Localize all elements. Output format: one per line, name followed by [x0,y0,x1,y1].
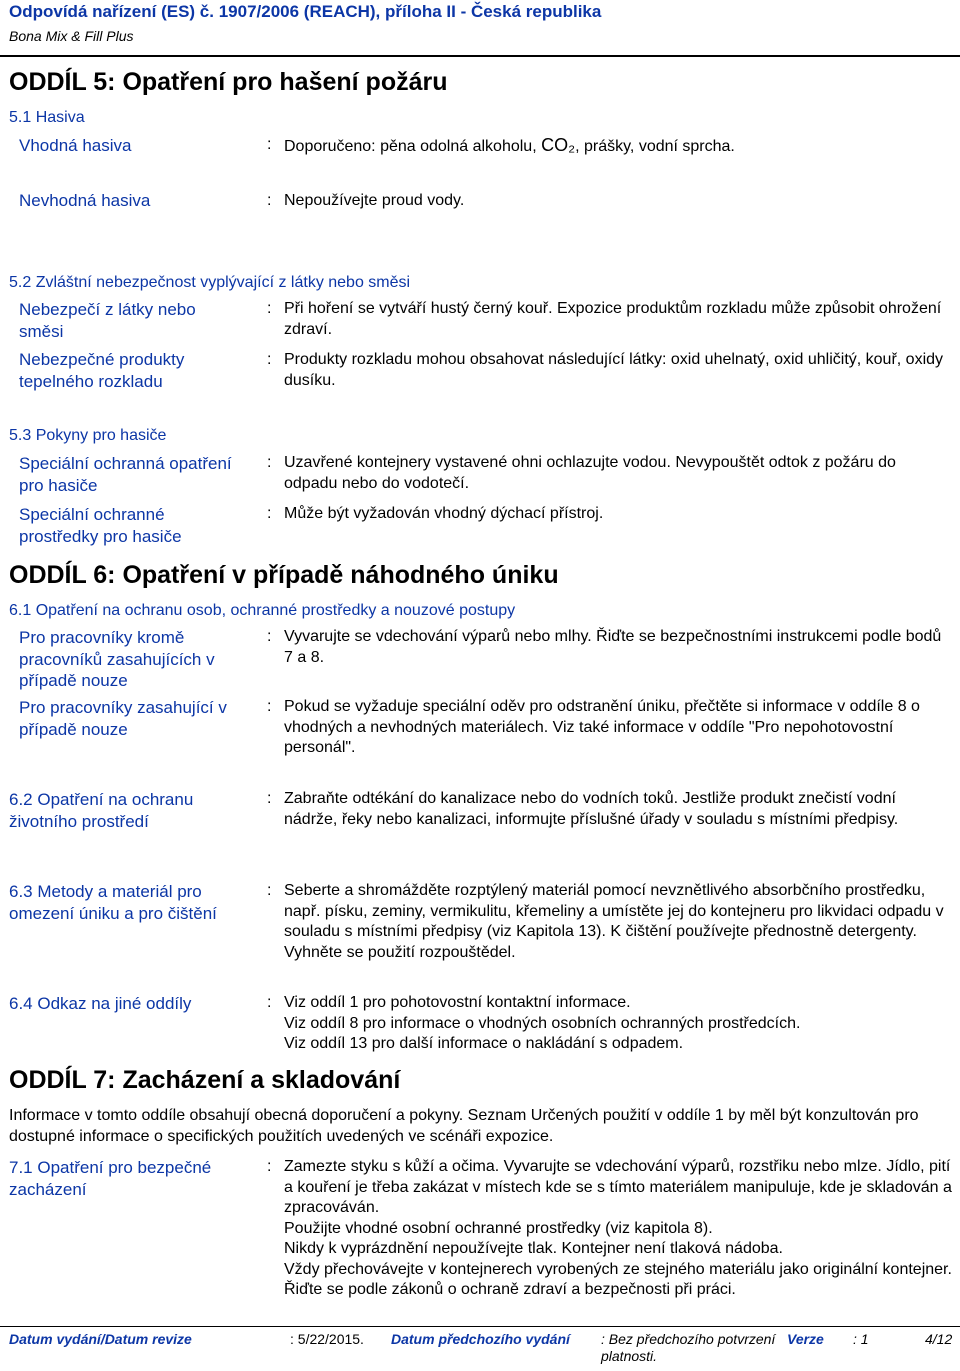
section-5-3-title: 5.3 Pokyny pro hasiče [9,427,167,444]
colon: : [267,454,272,471]
emergency-responders-label: Pro pracovníky zasahující v případě nouze [19,698,227,739]
section-6-title: ODDÍL 6: Opatření v případě náhodného úniku [9,561,559,589]
suitable-extinguishers-value: Doporučeno: pěna odolná alkoholu, CO₂, prášky, vodní sprcha. [284,135,735,155]
product-name: Bona Mix & Fill Plus [9,28,134,44]
environmental-precautions-label: 6.2 Opatření na ochranu životního prostředí [9,790,194,831]
non-emergency-personnel-value: Vyvarujte se vdechování výparů nebo mlhy. Řiďte se bezpečnostními instrukcemi podle bodů 7 a 8. [284,628,942,666]
section-5-2-title: 5.2 Zvláštní nebezpečnost vyplývající z látky nebo směsi [9,274,411,291]
protective-equipment-label: Speciální ochranné prostředky pro hasiče [19,505,182,546]
other-sections-label: 6.4 Odkaz na jiné oddíly [9,994,192,1013]
safe-handling-line: Řiďte se podle zákonů o ochraně zdraví a bezpečnosti při práci. [284,1281,736,1298]
safe-handling-line: Nikdy k vyprázdnění nepoužívejte tlak. Kontejner není tlaková nádoba. [284,1240,783,1257]
decomposition-value: Produkty rozkladu mohou obsahovat následující látky: oxid uhelnatý, oxid uhličitý, kouř, oxidy dusíku. [284,351,944,389]
colon: : [267,136,272,153]
colon: : [267,192,272,209]
previous-date-value: : Bez předchozího potvrzení platnosti. [601,1331,776,1364]
colon: : [267,300,272,317]
page-number: 4/12 [925,1331,953,1347]
unsuitable-extinguishers-value: Nepoužívejte proud vody. [284,192,465,209]
colon: : [267,994,272,1011]
safe-handling-label: 7.1 Opatření pro bezpečné zacházení [9,1158,212,1199]
colon: : [267,351,272,368]
colon: : [267,790,272,807]
version-label: Verze [787,1331,824,1347]
regulation-header: Odpovídá nařízení (ES) č. 1907/2006 (REACH), příloha II - Česká republika [9,2,602,21]
colon: : [267,882,272,899]
safe-handling-line: Použijte vhodné osobní ochranné prostředky (viz kapitola 8). [284,1219,713,1237]
section-7-title: ODDÍL 7: Zacházení a skladování [9,1066,401,1094]
safe-handling-value [284,1157,952,1301]
safe-handling-line: Zamezte styku s kůží a očima. Vyvarujte se vdechování výparů, rozstřiku nebo mlze. Jídlo, pití a kouření je třeba zakázat v místech kde se s tímto materiálem manipuluje, kde je skladován a zpracováván. [284,1158,952,1216]
emergency-responders-value: Pokud se vyžaduje speciální oděv pro odstranění úniku, přečtěte si informace v oddíle 8 o vhodných a nevhodných materiálech. Viz také informace v oddíle "Pro nepohotovostní personál". [284,698,920,756]
version-value: : 1 [853,1331,869,1347]
other-sections-line: Viz oddíl 8 pro informace o vhodných osobních ochranných prostředcích. [284,1014,801,1032]
issue-date-value: : 5/22/2015. [290,1331,364,1347]
suitable-extinguishers-label: Vhodná hasiva [19,136,132,155]
section-7-intro: Informace v tomto oddíle obsahují obecná doporučení a pokyny. Seznam Určených použití v oddíle 1 by měl být konzultován pro dostupné informace o specifických použitích uvedených ve scénáři expozice. [9,1107,919,1145]
other-sections-value [284,993,952,1055]
containment-methods-value: Seberte a shromážděte rozptýlený materiál pomocí nevznětlivého absorbčního prostředku, např. písku, zeminy, vermikulitu, křemeliny a umístěte jej do kontejneru pro likvidaci odpadu v souladu s místními předpisy (viz Kapitola 13). K čištění používejte přednostně detergenty. Vyhněte se použití rozpouštědel. [284,882,944,961]
colon: : [267,698,272,715]
co2-formula: CO₂ [541,135,576,155]
hazards-value: Při hoření se vytváří hustý černý kouř. Expozice produktům rozkladu může způsobit ohrožení zdraví. [284,300,942,338]
hazards-label: Nebezpečí z látky nebo směsi [19,300,196,341]
unsuitable-extinguishers-label: Nevhodná hasiva [19,191,151,210]
environmental-precautions-value: Zabraňte odtékání do kanalizace nebo do vodních toků. Jestliže produkt znečistí vodní nádrže, řeky nebo kanalizaci, informujte příslušné úřady v souladu s místními předpisy. [284,790,899,828]
colon: : [267,628,272,645]
safe-handling-line: Vždy přechovávejte v kontejnerech vyrobených ze stejného materiálu jako originální kontejner. [284,1260,952,1278]
previous-date-label: Datum předchozího vydání [391,1331,570,1347]
protective-measures-label: Speciální ochranná opatření pro hasiče [19,454,232,495]
protective-equipment-value: Může být vyžadován vhodný dýchací přístroj. [284,505,604,522]
section-6-1-title: 6.1 Opatření na ochranu osob, ochranné prostředky a nouzové postupy [9,602,516,619]
colon: : [267,1158,272,1175]
other-sections-line: Viz oddíl 13 pro další informace o nakládání s odpadem. [284,1035,684,1052]
section-5-title: ODDÍL 5: Opatření pro hašení požáru [9,68,448,96]
footer-rule [0,1326,960,1327]
header-rule [0,55,960,57]
containment-methods-label: 6.3 Metody a materiál pro omezení úniku a pro čištění [9,882,217,923]
non-emergency-personnel-label: Pro pracovníky kromě pracovníků zasahujících v případě nouze [19,628,215,690]
issue-date-label: Datum vydání/Datum revize [9,1331,192,1347]
other-sections-line: Viz oddíl 1 pro pohotovostní kontaktní informace. [284,994,631,1011]
decomposition-label: Nebezpečné produkty tepelného rozkladu [19,350,185,391]
colon: : [267,505,272,522]
protective-measures-value: Uzavřené kontejnery vystavené ohni ochlazujte vodou. Nevypouštět odtok z požáru do odpadu nebo do vodotečí. [284,454,896,492]
section-5-1-title: 5.1 Hasiva [9,109,85,126]
